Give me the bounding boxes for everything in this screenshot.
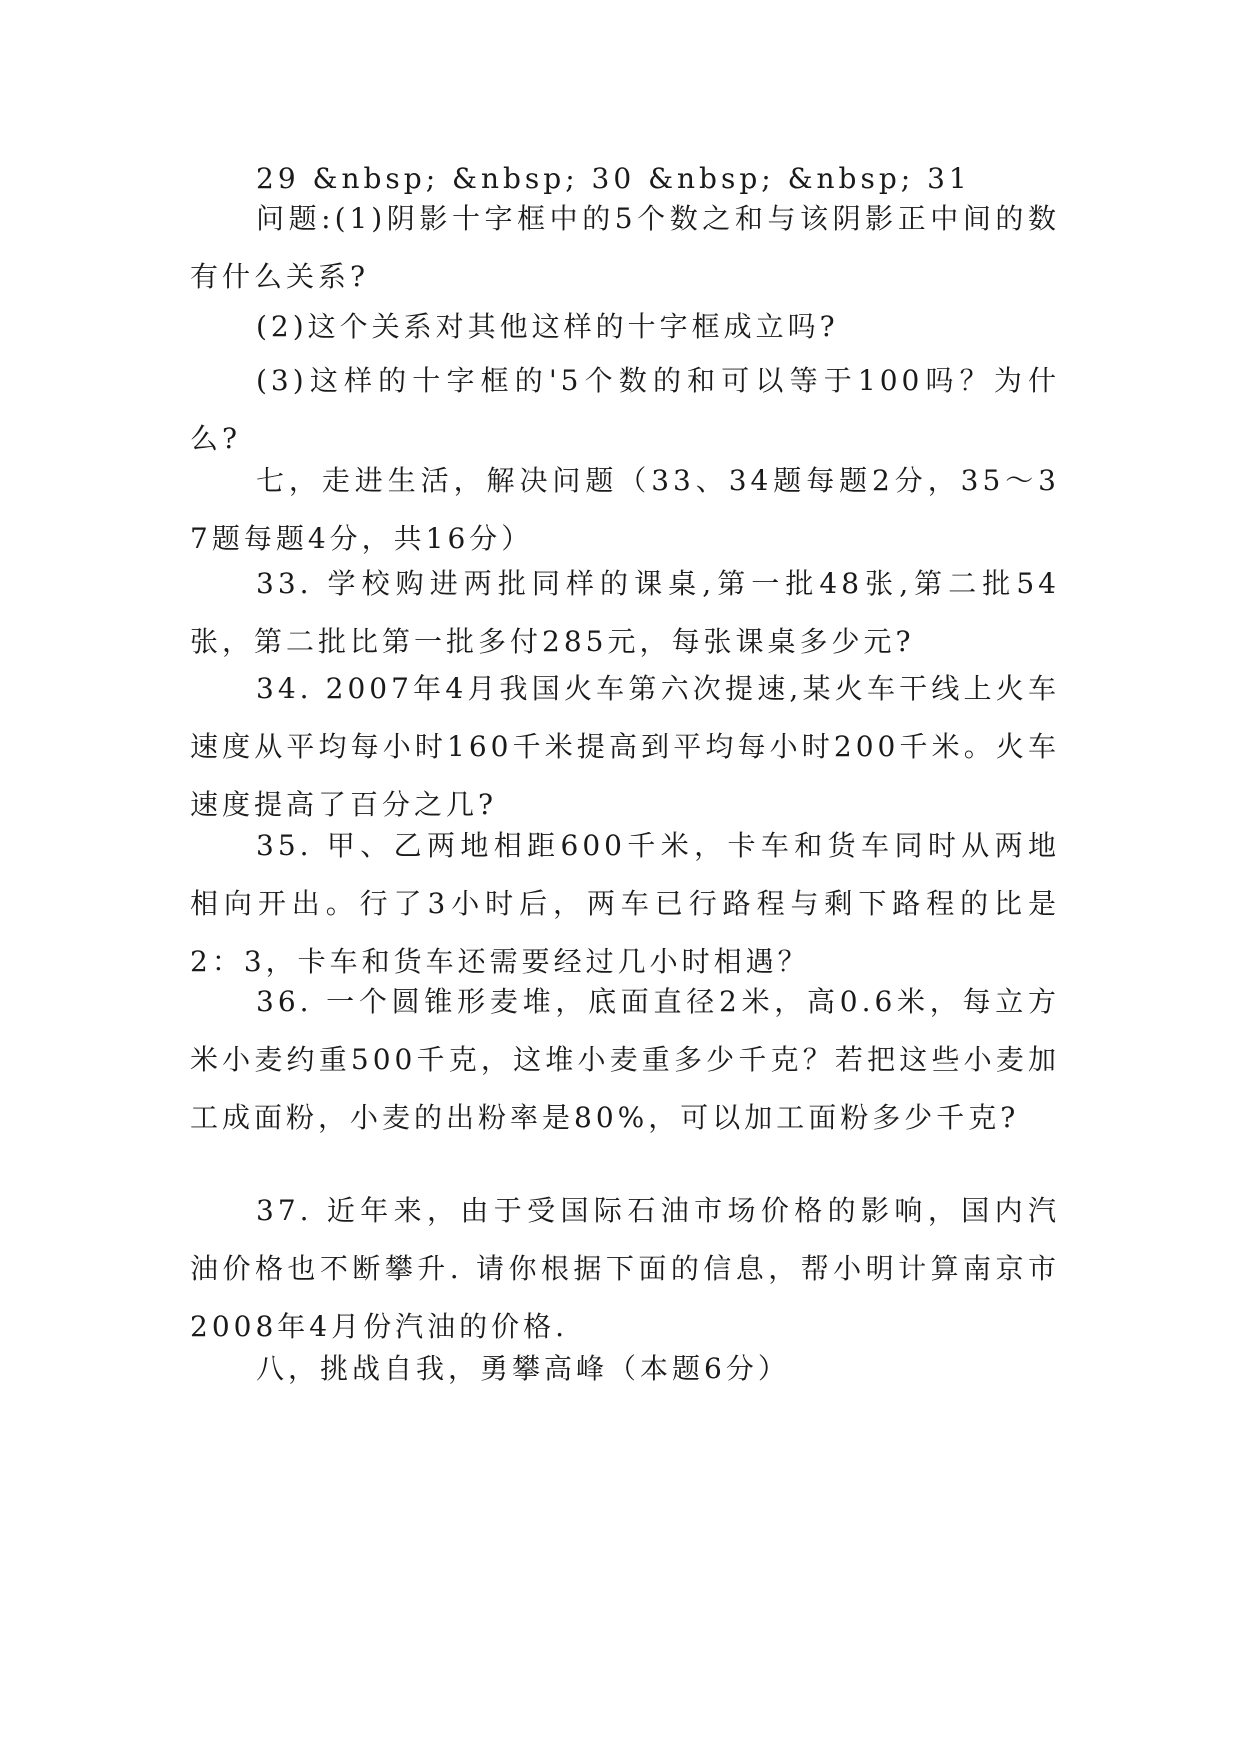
question-3-text: (3)这样的十字框的'5个数的和可以等于100吗？为什么? — [190, 364, 1060, 455]
section-8-heading: 八，挑战自我，勇攀高峰（本题6分） — [256, 1352, 790, 1385]
question-1-text: 问题:(1)阴影十字框中的5个数之和与该阴影正中间的数有什么关系? — [190, 202, 1060, 293]
problem-37-text: 37. 近年来，由于受国际石油市场价格的影响，国内汽油价格也不断攀升. 请你根据下面的信息，帮小明计算南京市2008年4月份汽油的价格. — [190, 1194, 1060, 1343]
problem-35-text: 35. 甲、乙两地相距600千米，卡车和货车同时从两地相向开出。行了3小时后，两车已行路程与剩下路程的比是2：3，卡车和货车还需要经过几小时相遇？ — [190, 829, 1060, 978]
section-7-heading: 七，走进生活，解决问题（33、34题每题2分，35～37题每题4分，共16分） — [190, 464, 1060, 555]
problem-34-text: 34. 2007年4月我国火车第六次提速,某火车干线上火车速度从平均每小时160千米提高到平均每小时200千米。火车速度提高了百分之几? — [190, 672, 1060, 821]
number-row-text: 29 &nbsp; &nbsp; 30 &nbsp; &nbsp; 31 — [256, 162, 971, 195]
question-2-text: (2)这个关系对其他这样的十字框成立吗? — [256, 310, 839, 343]
problem-36-text: 36. 一个圆锥形麦堆，底面直径2米，高0.6米，每立方米小麦约重500千克，这堆小麦重多少千克？若把这些小麦加工成面粉，小麦的出粉率是80%，可以加工面粉多少千克? — [190, 985, 1060, 1134]
problem-33-text: 33. 学校购进两批同样的课桌,第一批48张,第二批54张，第二批比第一批多付285元，每张课桌多少元? — [190, 567, 1060, 658]
